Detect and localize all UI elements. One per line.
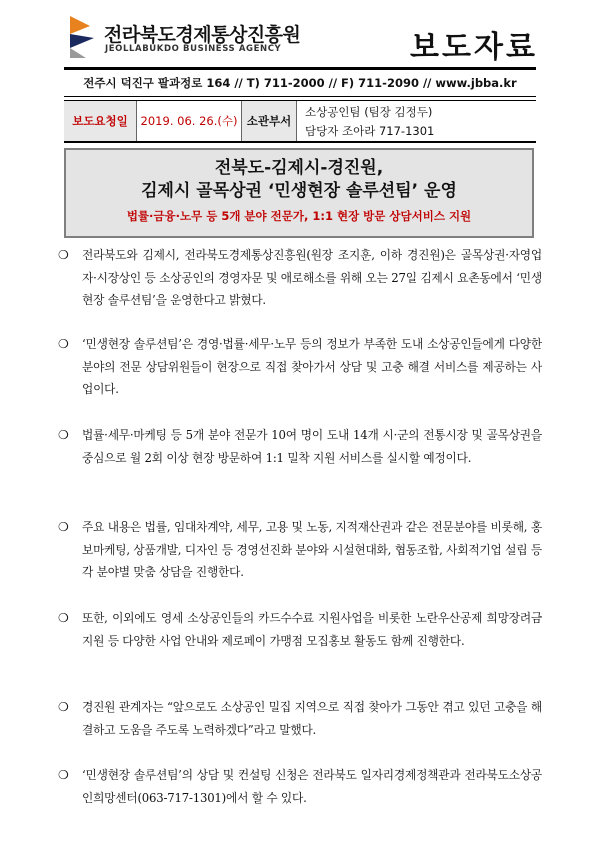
headline-line-2: 김제시 골목상권 ‘민생현장 솔루션팀’ 운영 [141, 181, 457, 201]
department-contact: 담당자 조아라 717-1301 [305, 123, 435, 138]
contact-bar [64, 67, 536, 97]
paragraph-text: 법률·세무·마케팅 등 5개 분야 전문가 10여 명이 도내 14개 시·군의 전통시장 및 골목상권을 중심으로 월 2회 이상 현장 방문하여 1:1 밀착 지원 서비스를 실시할 예정이다. [82, 428, 542, 465]
paragraph [58, 696, 542, 741]
paragraph [58, 764, 542, 809]
bullet-circle-icon: ❍ [58, 428, 69, 442]
paragraph [58, 424, 542, 469]
department-info [297, 101, 536, 141]
bullet-circle-icon: ❍ [58, 768, 69, 782]
bullet-circle-icon: ❍ [58, 248, 69, 262]
agency-logo [64, 14, 100, 58]
org-name-english: JEOLLABUKDO BUSINESS AGENCY [105, 44, 282, 54]
bullet-circle-icon: ❍ [58, 337, 69, 351]
paragraph-text: 또한, 이외에도 영세 소상공인들의 카드수수료 지원사업을 비롯한 노란우산공제 희망장려금 지원 등 다양한 사업 안내와 제로페이 가맹점 모집홍보 활동도 함께 진행한다. [82, 611, 542, 648]
bullet-circle-icon: ❍ [58, 611, 69, 625]
meta-table [64, 100, 536, 143]
document-type: 보도자료 [410, 30, 538, 65]
paragraph-text: 주요 내용은 법률, 임대차계약, 세무, 고용 및 노동, 지적재산권과 같은 전문분야를 비롯해, 홍보마케팅, 상품개발, 디자인 등 경영선진화 분야와 시설현대화, 협동조합, 사회적기업 설립 등 각 분야별 맞춤 상담을 진행한다. [82, 520, 542, 579]
paragraph [58, 333, 542, 401]
paragraph-text: 전라북도와 김제시, 전라북도경제통상진흥원(원장 조지훈, 이하 경진원)은 골목상권·자영업자·시장상인 등 소상공인의 경영자문 및 애로해소를 위해 오는 27일 김제시 요촌동에서 ‘민생현장 솔루션팀’을 운영한다고 밝혔다. [82, 248, 542, 307]
paragraph [58, 244, 542, 312]
headline-box [64, 148, 534, 238]
paragraph [58, 516, 542, 584]
headline-subtitle: 법률·금융·노무 등 5개 분야 전문가, 1:1 현장 방문 상담서비스 지원 [126, 209, 472, 223]
paragraph-text: ‘민생현장 솔루션팀’의 상담 및 컨설팅 신청은 전라북도 일자리경제정책관과 전라북도소상공인희망센터(063-717-1301)에서 할 수 있다. [82, 768, 542, 805]
department-team: 소상공인팀 (팀장 김정두) [305, 104, 433, 119]
bullet-circle-icon: ❍ [58, 520, 69, 534]
contact-info: 전주시 덕진구 팔과정로 164 // T) 711-2000 // F) 711-2090 // www.jbba.kr [83, 76, 517, 90]
org-name: 전라북도경제통상진흥원 [104, 24, 301, 46]
paragraph-text: ‘민생현장 솔루션팀’은 경영·법률·세무·노무 등의 정보가 부족한 도내 소상공인들에게 다양한 분야의 전문 상담위원들이 현장으로 직접 찾아가서 상담 및 고충 해결 서비스를 제공하는 사업이다. [82, 337, 542, 396]
request-date-label: 보도요청일 [64, 101, 137, 141]
headline-line-1: 전북도-김제시-경진원, [214, 158, 384, 178]
department-label: 소관부서 [242, 101, 297, 141]
paragraph-text: 경진원 관계자는 “앞으로도 소상공인 밀집 지역으로 직접 찾아가 그동안 겪고 있던 고충을 해결하고 도움을 주도록 노력하겠다”라고 말했다. [82, 700, 542, 737]
request-date: 2019. 06. 26.(수) [137, 101, 242, 141]
bullet-circle-icon: ❍ [58, 700, 69, 714]
paragraph [58, 607, 542, 652]
